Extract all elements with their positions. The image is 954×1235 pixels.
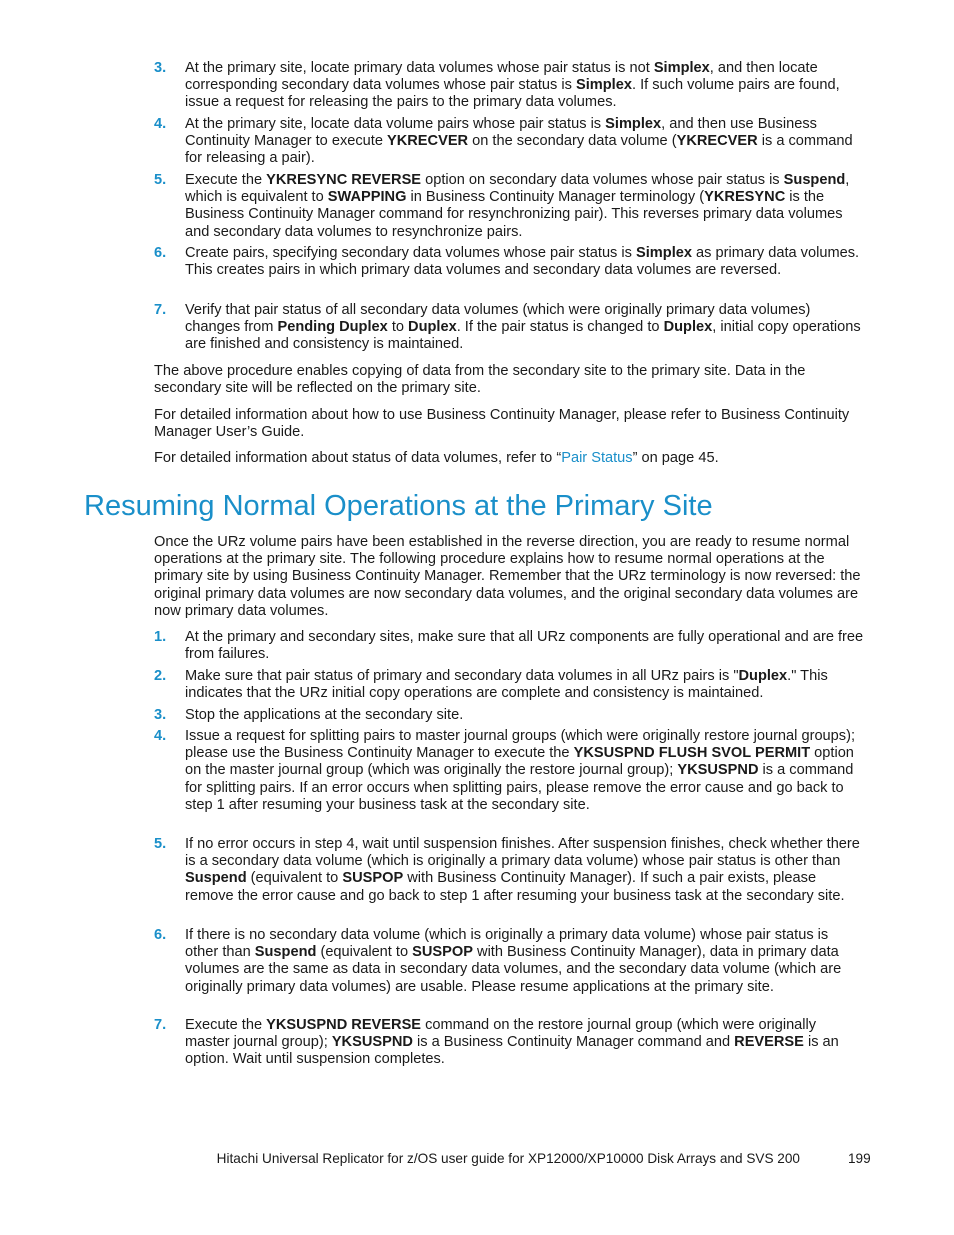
step-text: At the primary and secondary sites, make sure that all URz components are fully operational and are free from failures. <box>185 629 864 663</box>
step-text: Issue a request for splitting pairs to master journal groups (which were originally restore journal groups); please use the Business Continuity Manager to execute the YKSUSPND FLUSH SVOL PERMIT option on the master journal group (which was originally the restore journal group); YKSUSPND is a command for splitting pairs. If an error occurs when splitting pairs, please remove the error cause and go back to step 1 after resuming your business task at the secondary site. <box>185 728 856 813</box>
page-number: 199 <box>848 1151 871 1166</box>
step-text: Make sure that pair status of primary and secondary data volumes in all URz pairs is "Duplex." This indicates that the URz initial copy operations are complete and consistency is maintained. <box>185 668 828 702</box>
intro-paragraph: Once the URz volume pairs have been established in the reverse direction, you are ready to resume normal operations at the primary site. The following procedure explains how to resume normal operations at the primary site by using Business Continuity Manager. Remember that the URz terminology is now reversed: the original primary data volumes are now secondary data volumes, and the original secondary data volumes are now primary data volumes. <box>154 534 861 619</box>
step-text: Execute the YKSUSPND REVERSE command on the restore journal group (which were originally master journal group); YKSUSPND is a Business Continuity Manager command and REVERSE is an option. Wait until suspension completes. <box>185 1017 839 1068</box>
step-number: 6. <box>154 927 167 943</box>
paragraph-text: ” on page 45. <box>632 450 719 466</box>
step-text: At the primary site, locate primary data volumes whose pair status is not Simplex, and then locate corresponding secondary data volumes whose pair status is Simplex. If such volume pairs are found, issue a request for releasing the pairs to the primary data volumes. <box>185 60 840 111</box>
step-text: Execute the YKRESYNC REVERSE option on secondary data volumes whose pair status is Suspend, which is equivalent to SWAPPING in Business Continuity Manager terminology (YKRESYNC is the Business Continuity Manager command for resynchronizing pair). This reverses primary data volumes and secondary data volumes to resynchronize pairs. <box>185 172 850 240</box>
list-item <box>154 245 864 279</box>
list-item <box>154 1017 864 1069</box>
step-number: 1. <box>154 629 167 645</box>
step-number: 7. <box>154 302 167 318</box>
list-item <box>154 302 864 354</box>
step-text: If no error occurs in step 4, wait until suspension finishes. After suspension finishes, check whether there is a secondary data volume (which is originally a primary data volume) whose pair status is other than Suspend (equivalent to SUSPOP with Business Continuity Manager). If such a pair exists, please remove the error cause and go back to step 1 after resuming your business task at the secondary site. <box>185 836 860 904</box>
step-number: 4. <box>154 728 167 744</box>
list-item <box>154 116 864 168</box>
list-item <box>154 668 864 702</box>
step-text: Verify that pair status of all secondary data volumes (which were originally primary data volumes) changes from Pending Duplex to Duplex. If the pair status is changed to Duplex, initial copy operations are finished and consistency is maintained. <box>185 302 861 353</box>
list-item <box>154 927 864 996</box>
step-text: Stop the applications at the secondary site. <box>185 707 464 723</box>
step-number: 7. <box>154 1017 167 1033</box>
step-text: Create pairs, specifying secondary data volumes whose pair status is Simplex as primary data volumes. This creates pairs in which primary data volumes and secondary data volumes are reversed. <box>185 245 860 279</box>
paragraph: The above procedure enables copying of data from the secondary site to the primary site. Data in the secondary site will be reflected on the primary site. <box>154 363 806 397</box>
paragraph <box>154 450 864 467</box>
paragraph: For detailed information about how to use Business Continuity Manager, please refer to Business Continuity Manager User’s Guide. <box>154 407 850 441</box>
step-number: 5. <box>154 172 167 188</box>
pair-status-link[interactable]: Pair Status <box>561 450 633 466</box>
list-item <box>154 728 864 814</box>
list-item <box>154 707 864 724</box>
footer-title: Hitachi Universal Replicator for z/OS user guide for XP12000/XP10000 Disk Arrays and SVS 200 <box>216 1151 800 1166</box>
step-text: At the primary site, locate data volume pairs whose pair status is Simplex, and then use Business Continuity Manager to execute YKRECVER on the secondary data volume (YKRECVER is a command for releasing a pair). <box>185 116 853 167</box>
step-number: 6. <box>154 245 167 261</box>
step-number: 3. <box>154 707 167 723</box>
step-number: 2. <box>154 668 167 684</box>
step-number: 3. <box>154 60 167 76</box>
list-item <box>154 836 864 905</box>
list-item <box>154 629 864 663</box>
section-heading: Resuming Normal Operations at the Primary Site <box>84 490 713 522</box>
step-number: 4. <box>154 116 167 132</box>
step-text: If there is no secondary data volume (which is originally a primary data volume) whose pair status is other than Suspend (equivalent to SUSPOP with Business Continuity Manager), data in primary data volumes are the same as data in secondary data volumes, and the secondary data volume (which are originally primary data volumes) are usable. Please resume applications at the primary site. <box>185 927 842 995</box>
paragraph-text: For detailed information about status of data volumes, refer to “ <box>154 450 562 466</box>
step-number: 5. <box>154 836 167 852</box>
list-item <box>154 60 864 112</box>
list-item <box>154 172 864 241</box>
